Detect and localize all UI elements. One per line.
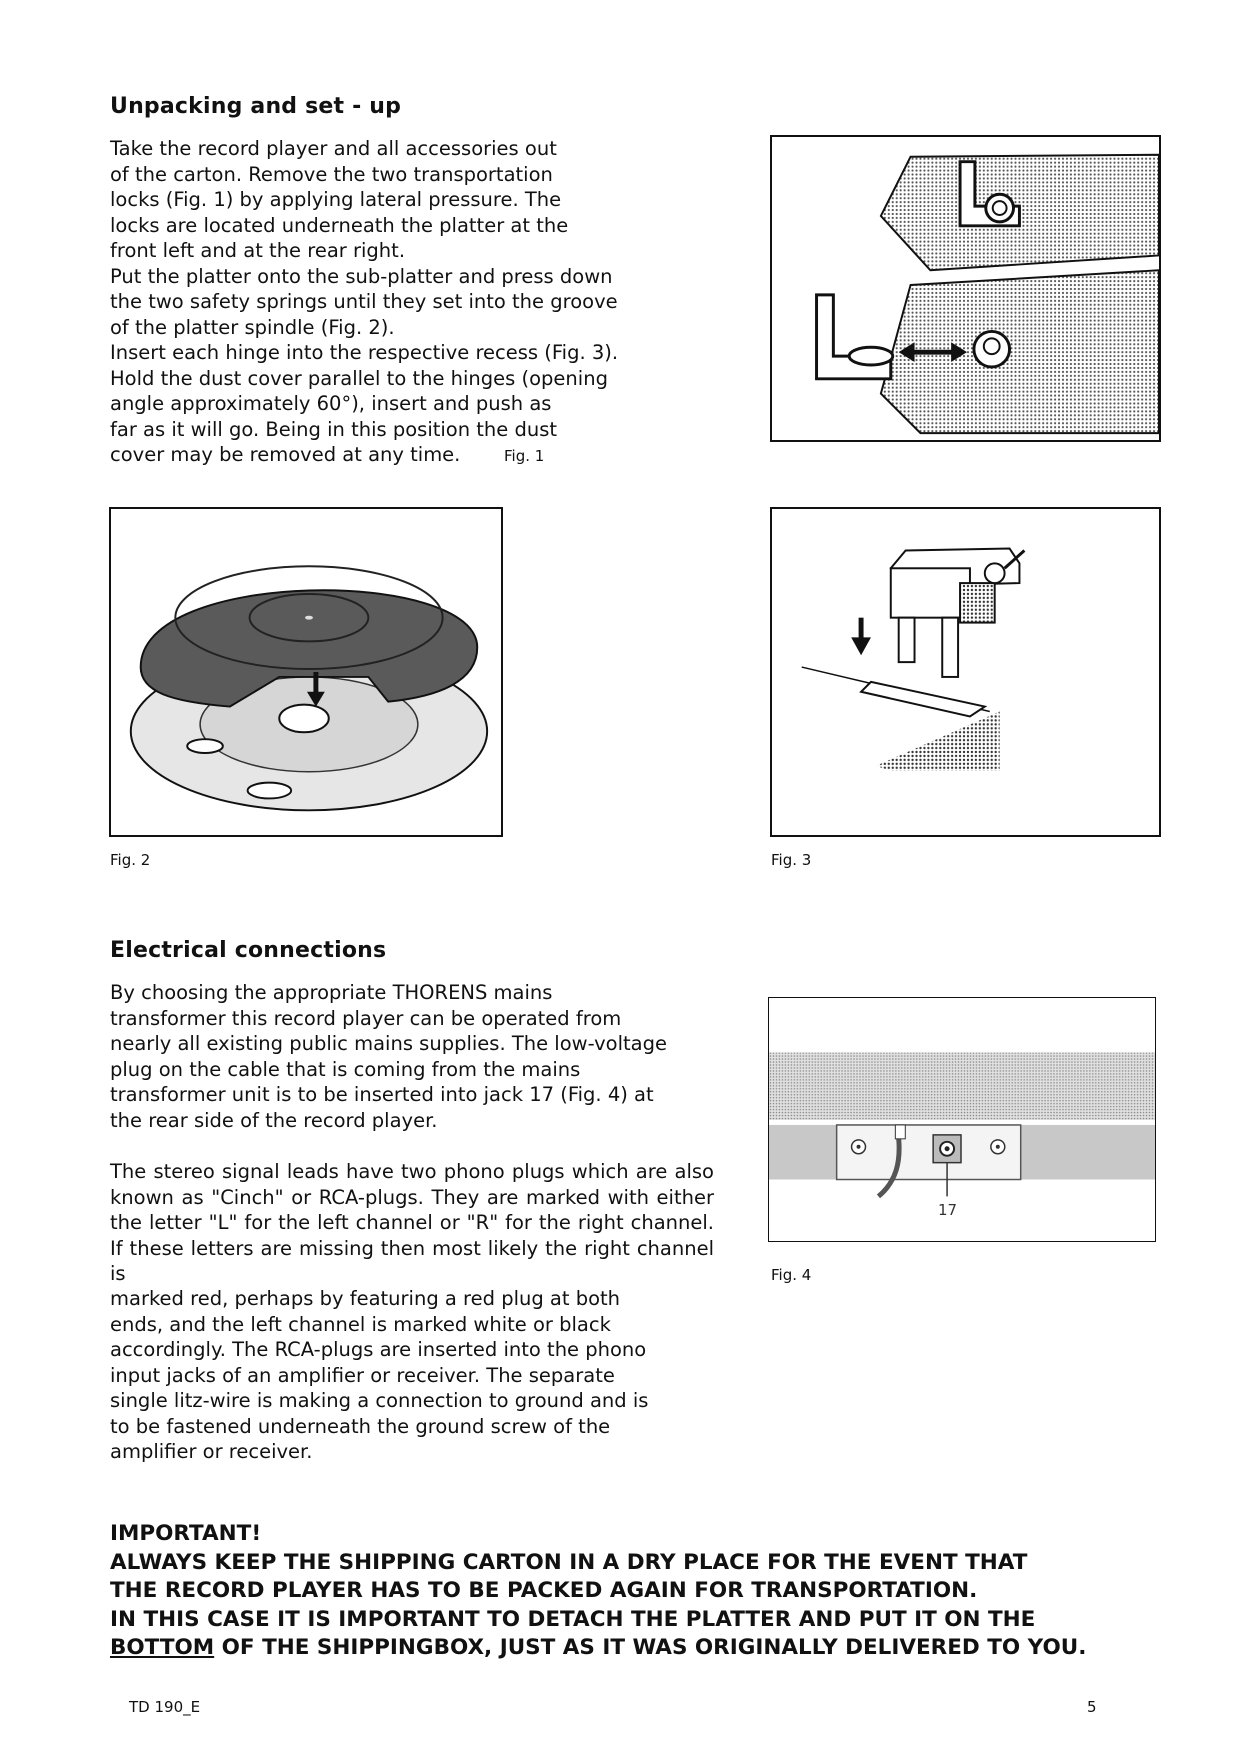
- important-line-3: IN THIS CASE IT IS IMPORTANT TO DETACH THE PLATTER AND PUT IT ON THE: [110, 1606, 1036, 1632]
- figure-4-jack: [768, 997, 1156, 1242]
- important-notice: [110, 1520, 1086, 1663]
- figure-3-hinge: [770, 507, 1161, 837]
- figure-2-platter: [109, 507, 503, 837]
- important-line-4: [110, 1634, 1086, 1663]
- fig2-caption: Fig. 2: [110, 851, 151, 869]
- footer-doc-id: TD 190_E: [129, 1698, 201, 1716]
- electrical-heading: Electrical connections: [110, 938, 387, 963]
- important-heading: IMPORTANT!: [110, 1521, 262, 1546]
- fig4-caption: Fig. 4: [771, 1266, 812, 1284]
- electrical-body-part1: By choosing the appropriate THORENS mains transformer this record player can be operated from nearly all existing public mains supplies. The low-voltage plug on the cable that is coming from the mains transformer unit is to be inserted into jack 17 (Fig. 4) at the rear side of the record player.: [110, 981, 667, 1132]
- unpacking-body: Take the record player and all accessories out of the carton. Remove the two transportation locks (Fig. 1) by applying lateral pressure. The locks are located underneath the platter at the front left and at the rear right. Put the platter onto the sub-platter and press down the two safety springs until they set into the groove of the platter spindle (Fig. 2). Insert each hinge into the respective recess (Fig. 3). Hold the dust cover parallel to the hinges (opening angle approximately 60°), insert and push as far as it will go. Being in this position the dust cover may be removed at any time.: [110, 137, 619, 466]
- fig1-caption: Fig. 1: [504, 447, 545, 465]
- electrical-body-part2: The stereo signal leads have two phono plugs which are also known as "Cinch" or RCA-plugs. They are marked with either the letter "L" for the left channel or "R" for the right channel. If these letters are missing then most likely the right channel is: [110, 1160, 714, 1285]
- important-line-2: THE RECORD PLAYER HAS TO BE PACKED AGAIN FOR TRANSPORTATION.: [110, 1578, 978, 1603]
- important-bottom-word: BOTTOM: [110, 1635, 215, 1660]
- important-line-4-rest: OF THE SHIPPINGBOX, JUST AS IT WAS ORIGINALLY DELIVERED TO YOU.: [214, 1635, 1087, 1660]
- unpacking-heading: Unpacking and set - up: [110, 94, 402, 119]
- fig4-jack-label: 17: [938, 1201, 958, 1219]
- electrical-body-part3: marked red, perhaps by featuring a red plug at both ends, and the left channel is marked white or black accordingly. The RCA-plugs are inserted into the phono input jacks of an amplifier or receiver. The separate single litz-wire is making a connection to ground and is to be fastened underneath the ground screw of the amplifier or receiver.: [110, 1287, 649, 1463]
- footer-page-number: 5: [1087, 1698, 1097, 1716]
- important-line-1: ALWAYS KEEP THE SHIPPING CARTON IN A DRY PLACE FOR THE EVENT THAT: [110, 1549, 1028, 1575]
- fig3-caption: Fig. 3: [771, 851, 812, 869]
- figure-1-transport-locks: [770, 135, 1161, 442]
